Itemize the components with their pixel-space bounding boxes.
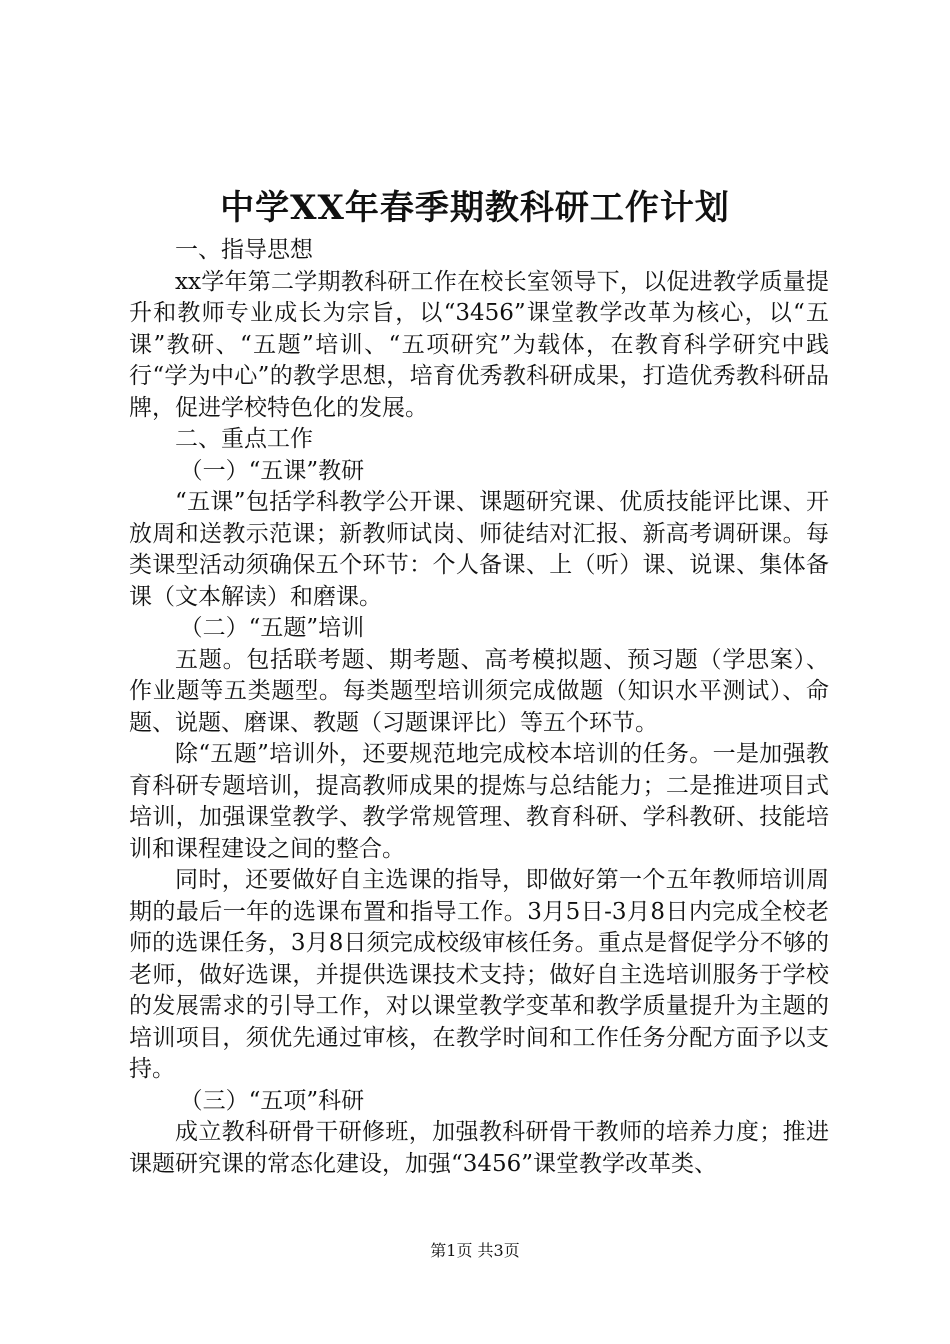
paragraph: 除“五题”培训外，还要规范地完成校本培训的任务。一是加强教育科研专题培训，提高教师成果的提炼与总结能力；二是推进项目式培训，加强课堂教学、教学常规管理、教育科研、学科教研、技能培训和课程建设之间的整合。	[129, 741, 829, 862]
paragraph: xx学年第二学期教科研工作在校长室领导下，以促进教学质量提升和教师专业成长为宗旨，以“3456”课堂教学改革为核心，以“五课”教研、“五题”培训、“五项研究”为载体，在教育科学研究中践行“学为中心”的教学思想，培育优秀教科研成果，打造优秀教科研品牌，促进学校特色化的发展。	[129, 268, 829, 421]
subsection-heading: （三）“五项”科研	[179, 1087, 365, 1114]
paragraph: “五课”包括学科教学公开课、课题研究课、优质技能评比课、开放周和送教示范课；新教师试岗、师徒结对汇报、新高考调研课。每类课型活动须确保五个环节：个人备课、上（听）课、说课、集体备课（文本解读）和磨课。	[129, 489, 829, 610]
document-body	[129, 235, 829, 1180]
subsection-heading: （一）“五课”教研	[179, 457, 365, 484]
section-heading: 二、重点工作	[175, 426, 313, 452]
page-footer: 第1页 共3页	[430, 1241, 520, 1260]
document-title: 中学XX年春季期教科研工作计划	[220, 188, 730, 228]
section-heading: 一、指导思想	[175, 237, 313, 263]
paragraph: 同时，还要做好自主选课的指导，即做好第一个五年教师培训周期的最后一年的选课布置和指导工作。3月5日-3月8日内完成全校老师的选课任务，3月8日须完成校级审核任务。重点是督促学分不够的老师，做好选课，并提供选课技术支持；做好自主选培训服务于学校的发展需求的引导工作，对以课堂教学变革和教学质量提升为主题的培训项目，须优先通过审核，在教学时间和工作任务分配方面予以支持。	[129, 867, 829, 1082]
paragraph: 成立教科研骨干研修班，加强教科研骨干教师的培养力度；推进课题研究课的常态化建设，加强“3456”课堂教学改革类、	[129, 1119, 829, 1177]
paragraph: 五题。包括联考题、期考题、高考模拟题、预习题（学思案）、作业题等五类题型。每类题型培训须完成做题（知识水平测试）、命题、说题、磨课、教题（习题课评比）等五个环节。	[129, 646, 829, 736]
subsection-heading: （二）“五题”培训	[179, 615, 365, 641]
